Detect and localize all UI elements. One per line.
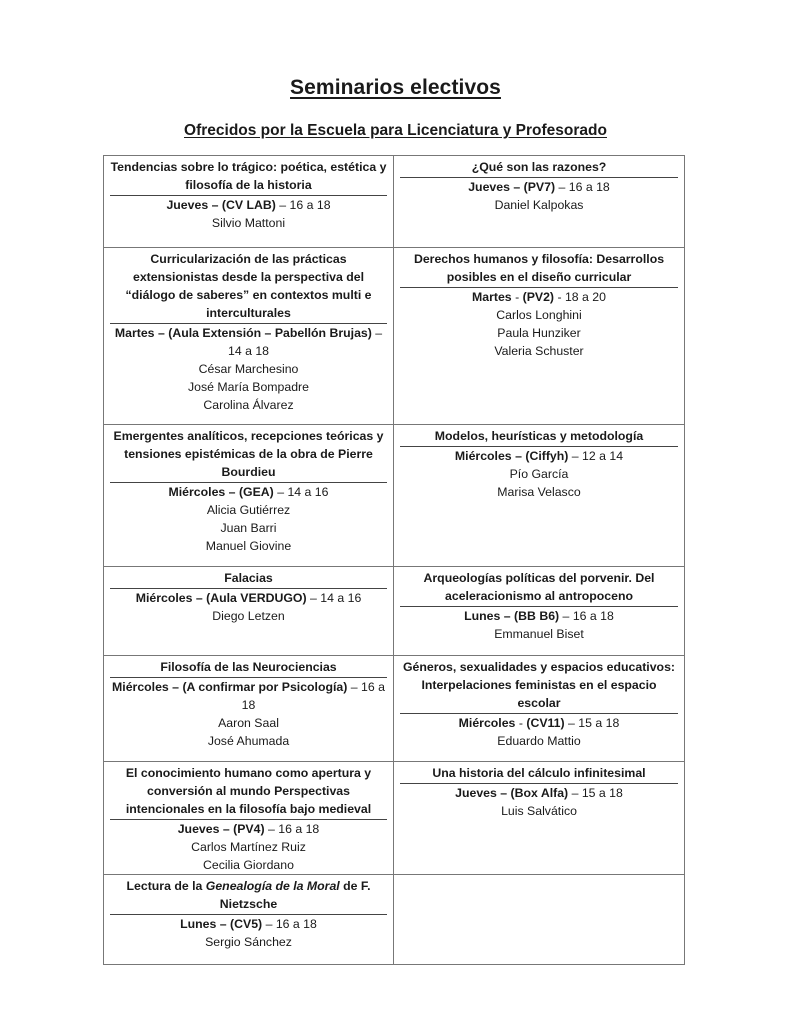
seminar-professor: Juan Barri — [220, 521, 277, 535]
seminar-schedule — [110, 482, 387, 501]
seminar-title: ¿Qué son las razones? — [471, 160, 607, 174]
seminar-professor: Silvio Mattoni — [211, 216, 286, 230]
schedule-sep: – — [511, 449, 526, 463]
seminar-cell — [394, 762, 685, 875]
page-title: Seminarios electivos — [290, 76, 501, 99]
seminar-professor: Pío García — [509, 467, 569, 481]
seminar-schedule — [110, 819, 387, 838]
table-row — [104, 425, 685, 567]
schedule-day: Jueves — [455, 786, 497, 800]
schedule-room: (CV5) — [230, 917, 263, 931]
schedule-day: Miércoles — [454, 449, 512, 463]
schedule-day: Miércoles — [135, 591, 193, 605]
seminar-title: Curricularización de las prácticas extensionistas desde la perspectiva del “diálogo de saberes” en contextos multi e interculturales — [125, 252, 372, 320]
schedule-room: (PV2) — [522, 290, 555, 304]
seminar-title: Géneros, sexualidades y espacios educativos: Interpelaciones feministas en el espacio escolar — [402, 660, 676, 710]
seminar-schedule — [400, 177, 678, 196]
seminar-title: Una historia del cálculo infinitesimal — [432, 766, 646, 780]
seminar-title: Falacias — [224, 571, 273, 585]
seminar-title: Derechos humanos y filosofía: Desarrollos posibles en el diseño curricular — [413, 252, 665, 284]
schedule-time: – 16 a 18 — [262, 917, 317, 931]
seminar-title-pre: Lectura de la — [126, 879, 206, 893]
seminar-cell — [394, 656, 685, 762]
schedule-room: (A confirmar por Psicología) — [182, 680, 348, 694]
seminar-professor: Marisa Velasco — [497, 485, 581, 499]
schedule-sep: – — [154, 326, 169, 340]
schedule-sep: – — [496, 786, 511, 800]
seminar-professor: Diego Letzen — [212, 609, 285, 623]
schedule-room: (Ciffyh) — [525, 449, 569, 463]
seminar-professor: Carolina Álvarez — [203, 398, 294, 412]
seminar-cell — [394, 425, 685, 567]
schedule-time: – 15 a 18 — [568, 786, 623, 800]
table-row — [104, 656, 685, 762]
schedule-sep: – — [216, 917, 231, 931]
seminar-schedule — [400, 713, 678, 732]
seminar-title: Emergentes analíticos, recepciones teóricas y tensiones epistémicas de la obra de Pierre Bourdieu — [113, 429, 384, 479]
seminar-schedule — [110, 195, 387, 214]
schedule-time: – 14 a 16 — [273, 485, 329, 499]
seminar-professor: Carlos Longhini — [496, 308, 582, 322]
schedule-time: – 16 a 18 — [264, 822, 320, 836]
seminar-professor: César Marchesino — [198, 362, 299, 376]
schedule-sep: – — [509, 180, 524, 194]
schedule-sep: – — [219, 822, 234, 836]
page-subtitle: Ofrecidos por la Escuela para Licenciatura y Profesorado — [184, 122, 607, 139]
seminar-schedule — [400, 606, 678, 625]
seminar-professor: Carlos Martínez Ruiz — [191, 840, 306, 854]
seminar-professor: Manuel Giovine — [205, 539, 292, 553]
schedule-room: (PV4) — [233, 822, 265, 836]
seminar-title: Modelos, heurísticas y metodología — [434, 429, 644, 443]
seminar-title-work: Genealogía de la Moral — [205, 879, 340, 893]
schedule-room: (PV7) — [523, 180, 556, 194]
seminar-professor: José María Bompadre — [188, 380, 309, 394]
schedule-room: (Box Alfa) — [510, 786, 569, 800]
schedule-day: Martes — [472, 290, 512, 304]
table-row — [104, 248, 685, 425]
seminar-professor: Cecilia Giordano — [203, 858, 294, 872]
schedule-day: Jueves — [177, 822, 220, 836]
schedule-day: Jueves — [166, 198, 209, 212]
schedule-day: Miércoles — [458, 716, 516, 730]
seminar-schedule — [110, 323, 387, 360]
schedule-time: - 18 a 20 — [554, 290, 606, 304]
schedule-room: (GEA) — [238, 485, 274, 499]
schedule-sep: – — [225, 485, 239, 499]
schedule-day: Lunes — [464, 609, 501, 623]
schedule-sep: – — [168, 680, 183, 694]
schedule-sep: - — [515, 716, 527, 730]
schedule-room: (Aula VERDUGO) — [206, 591, 307, 605]
schedule-time: – 16 a 18 — [241, 680, 385, 712]
seminar-professor: Luis Salvático — [501, 804, 577, 818]
schedule-time: – 15 a 18 — [564, 716, 620, 730]
seminar-professor: Aaron Saal — [218, 716, 279, 730]
seminar-professor: Daniel Kalpokas — [494, 198, 584, 212]
schedule-time: – 16 a 18 — [555, 180, 610, 194]
seminar-title — [110, 877, 387, 913]
schedule-sep: – — [500, 609, 515, 623]
seminar-professor: Sergio Sánchez — [205, 935, 292, 949]
seminar-cell — [104, 656, 394, 762]
seminar-cell — [394, 156, 685, 248]
schedule-day: Miércoles — [168, 485, 226, 499]
seminar-professor: Alicia Gutiérrez — [206, 503, 291, 517]
seminar-schedule — [400, 446, 678, 465]
schedule-sep: – — [192, 591, 207, 605]
table-row — [104, 762, 685, 875]
schedule-day: Lunes — [180, 917, 217, 931]
seminar-schedule — [110, 914, 387, 933]
schedule-day: Martes — [114, 326, 155, 340]
seminar-cell — [394, 567, 685, 656]
seminar-cell — [104, 248, 394, 425]
seminar-cell — [104, 875, 394, 965]
schedule-time: – 12 a 14 — [568, 449, 624, 463]
seminar-professor: Emmanuel Biset — [494, 627, 584, 641]
seminar-professor: Valeria Schuster — [494, 344, 584, 358]
schedule-time: – 16 a 18 — [559, 609, 614, 623]
schedule-day: Jueves — [468, 180, 510, 194]
seminar-title: El conocimiento humano como apertura y conversión al mundo Perspectivas intencionales en la filosofía bajo medieval — [125, 766, 372, 816]
seminar-cell — [104, 762, 394, 875]
seminar-title: Arqueologías políticas del porvenir. Del aceleracionismo al antropoceno — [423, 571, 655, 603]
seminars-table — [103, 155, 685, 965]
seminar-professor: José Ahumada — [207, 734, 290, 748]
seminar-schedule — [400, 783, 678, 802]
seminar-title-post: de F. Nietzsche — [219, 879, 371, 911]
schedule-room: (BB B6) — [514, 609, 560, 623]
seminar-schedule — [110, 588, 387, 607]
schedule-day: Miércoles — [112, 680, 169, 694]
table-row — [104, 875, 685, 965]
schedule-time: – 14 a 18 — [227, 326, 383, 358]
schedule-room: (CV11) — [526, 716, 565, 730]
seminar-title: Filosofía de las Neurociencias — [160, 660, 337, 674]
seminar-cell — [394, 248, 685, 425]
seminar-professor: Paula Hunziker — [497, 326, 581, 340]
schedule-sep: – — [208, 198, 222, 212]
seminar-cell — [104, 156, 394, 248]
empty-cell — [394, 875, 685, 965]
seminar-professor: Eduardo Mattio — [497, 734, 581, 748]
schedule-sep: - — [511, 290, 523, 304]
schedule-room: (Aula Extensión – Pabellón Brujas) — [168, 326, 372, 340]
seminar-cell — [104, 567, 394, 656]
seminar-schedule — [110, 677, 387, 714]
seminar-cell — [104, 425, 394, 567]
schedule-room: (CV LAB) — [221, 198, 276, 212]
seminar-schedule — [400, 287, 678, 306]
schedule-time: – 14 a 16 — [306, 591, 362, 605]
table-row — [104, 567, 685, 656]
seminar-title: Tendencias sobre lo trágico: poética, estética y filosofía de la historia — [110, 160, 387, 192]
table-row — [104, 156, 685, 248]
schedule-time: – 16 a 18 — [275, 198, 331, 212]
